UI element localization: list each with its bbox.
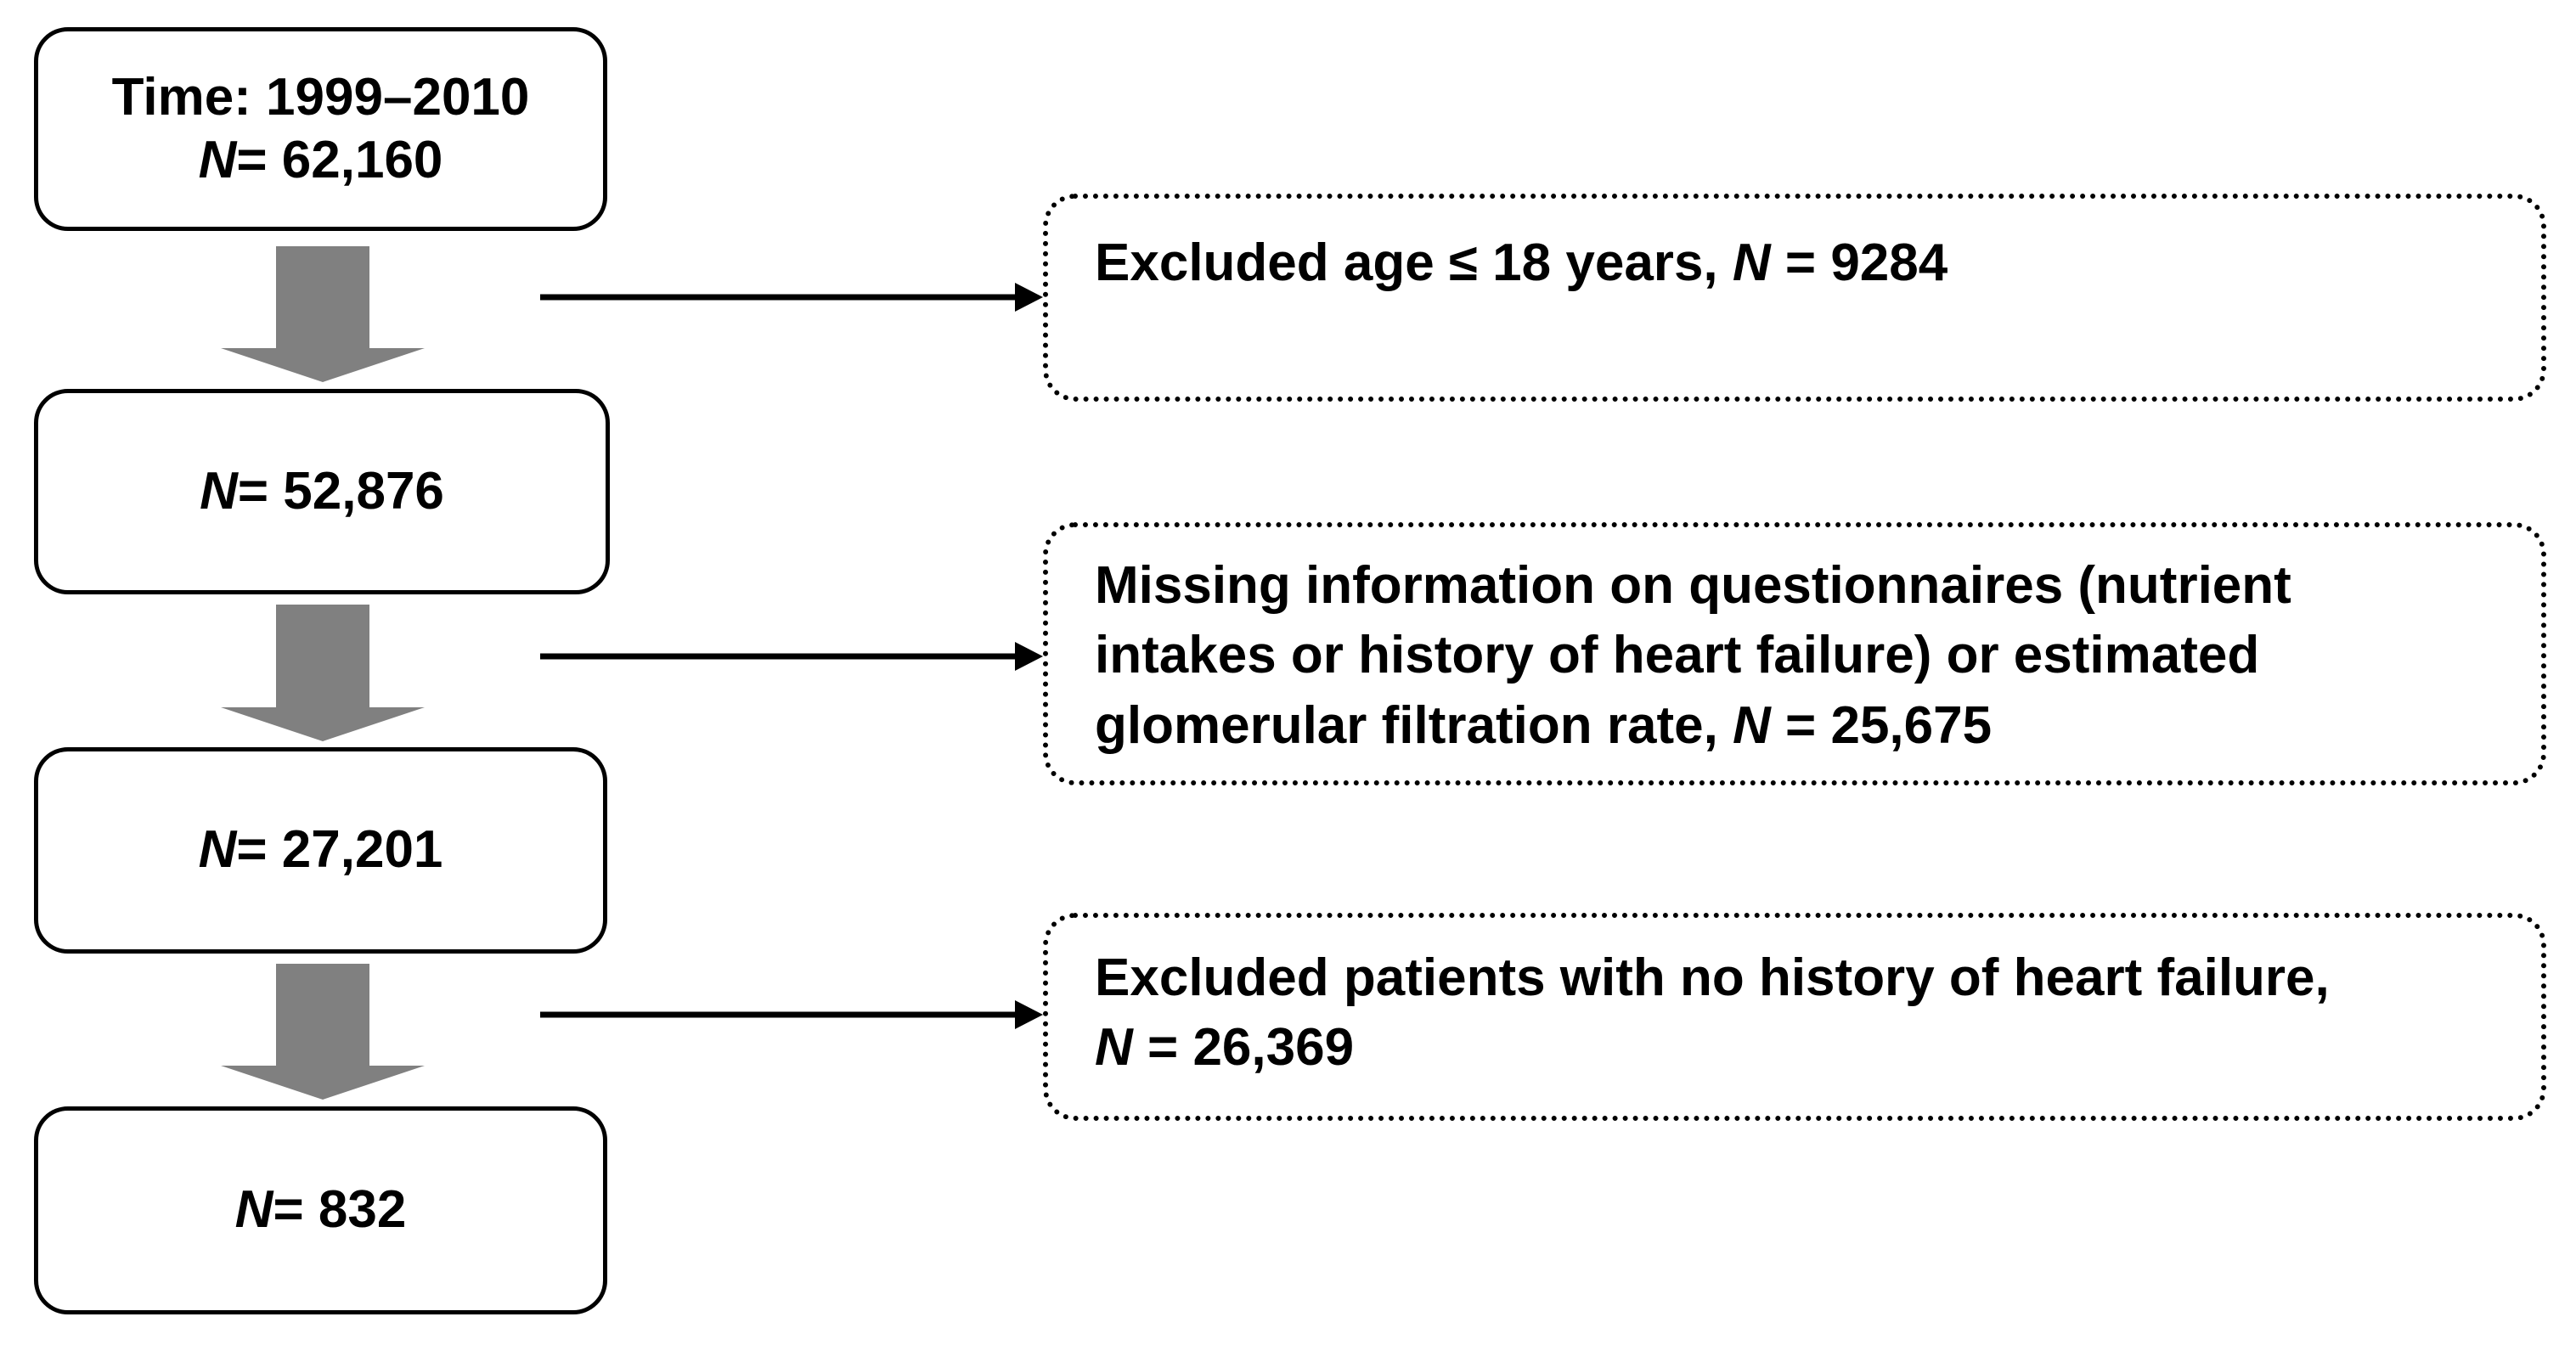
step-box-2	[34, 389, 610, 594]
step-count: N= 62,160	[198, 131, 443, 189]
exclusion-box-age	[1043, 194, 2546, 402]
exclusion-box-no-history	[1043, 913, 2546, 1121]
exclusion-text-line-3: glomerular filtration rate, N = 25,675	[1095, 695, 1993, 755]
down-arrow-icon	[221, 605, 425, 741]
down-arrow-icon	[221, 964, 425, 1100]
exclusion-text: Excluded age ≤ 18 years, N = 9284	[1095, 234, 1948, 292]
step-count: N= 52,876	[200, 461, 444, 521]
exclusion-arrow	[540, 642, 1043, 671]
exclusion-text-line-1: Missing information on questionnaires (nutrient	[1095, 556, 2291, 615]
exclusion-arrow	[540, 283, 1043, 312]
exclusion-arrow	[540, 1000, 1043, 1029]
exclusion-text-line-2: N = 26,369	[1095, 1018, 1355, 1078]
step-count: N= 27,201	[198, 820, 443, 880]
step-box-3	[34, 747, 607, 954]
step-box-1	[34, 27, 607, 231]
down-arrow-icon	[221, 246, 425, 382]
exclusion-box-missing	[1043, 522, 2546, 785]
exclusion-text-line-2: intakes or history of heart failure) or estimated	[1095, 626, 2260, 685]
step-box-4	[34, 1106, 607, 1314]
exclusion-text-line-1: Excluded patients with no history of heart failure,	[1095, 948, 2330, 1007]
step-count: N= 832	[234, 1180, 407, 1240]
step-time-label: Time: 1999–2010	[111, 67, 530, 127]
